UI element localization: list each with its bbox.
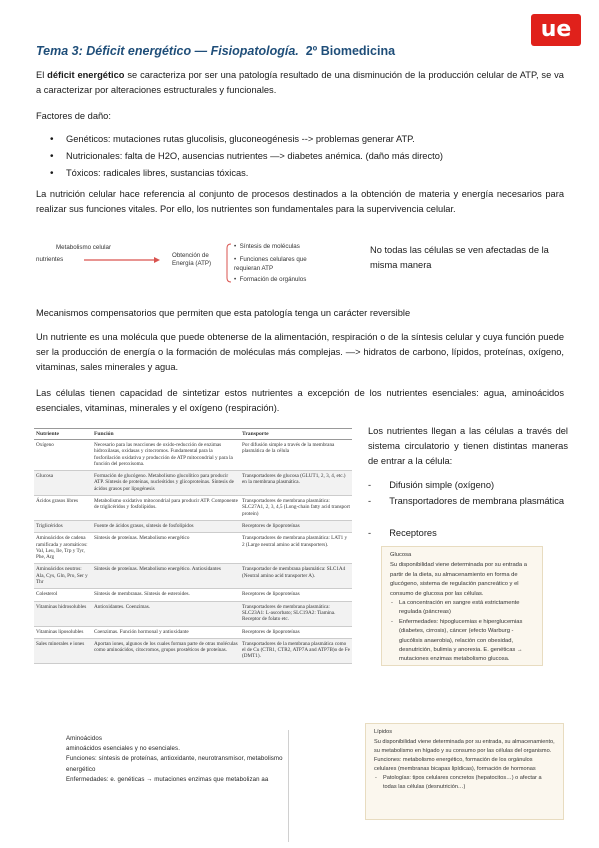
intro-paragraph [36,68,564,98]
factor-item: • Genéticos: mutaciones rutas glucolisis, gluconeogénesis --> problemas generar ATP. [36,131,564,148]
title-course: 2º Biomedicina [305,44,396,58]
aminoacidos-line: Enfermedades: e. genéticas → mutaciones enzimas que metabolizan aa [66,775,269,783]
table-cell: Síntesis de proteínas. Metabolismo energético [92,533,240,564]
factor-item: • Tóxicos: radicales libres, sustancias tóxicas. [36,165,564,182]
glucosa-box [381,546,543,666]
glucosa-item: - Enfermedades: hipoglucemias e hiperglucemias (diabetes, cirrosis), cáncer (efecto Warburg - glucólisis anaerobia), relación con obesidad, desnutrición, bulimia y anorexia. E. genéticas → mutaciones enzimas metabolismo glucosa. [390,618,534,665]
glucosa-item: - La concentración en sangre está estrictamente regulada (páncreas) [390,599,534,618]
llegada-item: - Receptores [368,528,437,538]
diagram-nutrientes: nutrientes [36,256,64,263]
table-cell: Síntesis de proteínas. Metabolismo energético. Antioxidantes [92,564,240,589]
diagram-item: • Síntesis de moléculas [234,243,300,250]
table-cell: Receptores de lipoproteínas [240,626,352,638]
diagram-obtencion-2: Energía (ATP) [172,260,212,267]
llegada-item: - Difusión simple (oxígeno) [368,480,495,490]
table-cell: Necesario para las reacciones de oxido-reducción de enzimas hidroxilasas, oxidasas y citocromos. Fundamental para la fosforilación oxidativa y producción de ATP mitocondrial y para la función del peroxisoma. [92,440,240,471]
table-row [34,440,352,471]
lipidos-text: Su disponibilidad viene determinada por su entrada, su almacenamiento, su metabolismo en hígado y su consumo por las células del organismo. [374,739,555,754]
table-row [34,589,352,601]
table-cell: Transportador de membrana plasmática: SLC1A4 (Neutral amino acid transporter A). [240,564,352,589]
lipidos-item: - Patologías: tipos celulares concretos (hepatocitos…) o afectar a todas las células (desnutrición…) [374,774,555,792]
llegada-item: - Transportadores de membrana plasmática [368,496,565,506]
table-cell: Vitaminas hidrosolubles [34,601,92,626]
lipidos-box [365,723,564,820]
lipidos-title: Lípidos [374,729,393,735]
title-main: Tema 3: Déficit energético — Fisiopatología. [36,44,299,58]
university-logo: ue [531,14,581,46]
table-cell: Transportadores de membrana plasmática: SLC27A1, 2, 3, 4,5 (Long-chain fatty acid transport protein) [240,496,352,521]
table-cell: Síntesis de membranas. Síntesis de esteroides. [92,589,240,601]
mecanismos-paragraph: Mecanismos compensatorios que permiten que esta patología tenga un carácter reversible [36,308,411,318]
table-cell: Glucosa [34,471,92,496]
table-cell: Formación de glucógeno. Metabolismo glucolítico para producir ATP. Síntesis de proteínas, nucleótidos y glicoproteínas. Síntesis de ácidos grasos por lipogénesis [92,471,240,496]
table-row [34,496,352,521]
table-cell: Receptores de lipoproteínas [240,520,352,532]
column-header: Nutriente [34,429,92,440]
intro-bold-term: déficit energético [47,70,125,80]
column-header: Transporte [240,429,352,440]
table-cell: Transportadores de membrana plasmática: LAT1 y 2 (Large neutral amino acid transporters). [240,533,352,564]
table-cell: Coenzimas. Función hormonal y antioxidante [92,626,240,638]
diagram-item: • Funciones celulares que requieran ATP [234,256,307,272]
table-cell: Transportadores de la membrana plasmática como el de Cu (CTR1, CTR2, ATP7A and ATP7B)o de Fe (DMT1). [240,638,352,663]
lipidos-list [374,774,555,792]
aminoacidos-line: aminoácidos esenciales y no esenciales. [66,745,180,753]
factor-item: • Nutricionales: falta de H2O, ausencias nutrientes —> diabetes anémica. (daño más directo) [36,148,564,165]
intro-post: se caracteriza por ser una patología resultado de una disminución de la producción celular de ATP, se va a caracterizar por alteraciones estructurales y funcionales. [36,70,564,95]
table-row [34,533,352,564]
nutriente-definicion: Un nutriente es una molécula que puede obtenerse de la alimentación, respiración o de la síntesis celular y cuya función puede ser la producción de energía o la formación de moléculas más complejas. —> hidratos de carbono, lípidos, proteínas, oxígeno, vitaminas, sales minerales y agua. [36,332,564,372]
table-cell: Aminoácidos de cadena ramificada y aromáticos: Val, Leu, Ile, Trp y Tyr, Phe, Arg [34,533,92,564]
nutricion-paragraph: La nutrición celular hace referencia al conjunto de procesos destinados a la obtención de materia y energía necesarios para realizar sus funciones vitales. Por ello, los nutrientes son fundamentales para la supervivencia celular. [36,189,564,214]
table-cell: Aportan iones, algunos de los cuales forman parte de otras moléculas como aminoácidos, citocromos, grupos prostéticos de proteínas. [92,638,240,663]
diagram-item: • Formación de orgánulos [234,276,307,283]
page-title [36,44,516,58]
table-cell: Triglicéridos [34,520,92,532]
table-cell: Sales minerales e iones [34,638,92,663]
table-row [34,638,352,663]
glucosa-title: Glucosa [390,552,412,558]
table-cell: Ácidos grasos libres [34,496,92,521]
table-cell: Metabolismo oxidativo mitocondrial para producir ATP. Componente de triglicéridos y fosfolípidos. [92,496,240,521]
llegada-paragraph: Los nutrientes llegan a las células a través del sistema circulatorio y tienen distintas maneras de entrar a la célula: [368,426,568,466]
table-cell: Oxígeno [34,440,92,471]
table-cell: Colesterol [34,589,92,601]
column-header: Función [92,429,240,440]
table-header-row [34,429,352,440]
table-row [34,601,352,626]
glucosa-list [390,599,534,665]
table-cell: Receptores de lipoproteínas [240,589,352,601]
aminoacidos-line: Aminoácidos [66,735,102,742]
table-cell: Antioxidantes. Coenzimas. [92,601,240,626]
diagram-metabolismo: Metabolismo celular [56,244,112,251]
aminoacidos-box [66,734,286,785]
intro-pre: El [36,70,48,80]
diagram-arrow-head [154,257,160,263]
table-row [34,564,352,589]
lipidos-text2: Funciones: metabolismo energético, formación de los orgánulos celulares (membranas bicapas lipídicas), formación de hormonas [374,757,536,772]
table-cell: Transportadores de membrana plasmática: SLC23A1: L-ascorbato; SLC19A2: Tiamina. Receptor de folato etc. [240,601,352,626]
factores-heading: Factores de daño: [36,111,111,121]
nota-celulas: No todas las células se ven afectadas de la misma manera [370,245,549,270]
nutrient-table [34,428,352,664]
diagram-obtencion-1: Obtención de [172,252,209,259]
glucosa-text: Su disponibilidad viene determinada por su entrada a partir de la dieta, su almacenamiento en forma de glucógeno, sistema de regulación pancreático y el consumo de glucosa por las células. [390,562,527,597]
table-cell: Vitaminas liposolubles [34,626,92,638]
diagram-brace [227,244,231,282]
table-cell: Por difusión simple a través de la membrana plasmática de la célula [240,440,352,471]
table-cell: Fuente de ácidos grasos, síntesis de fosfolípidos [92,520,240,532]
table-cell: Aminoácidos neutros: Ala, Cys, Gln, Pro, Ser y Thr [34,564,92,589]
factores-list [36,131,564,182]
table-row [34,471,352,496]
table-row [34,626,352,638]
table-row [34,520,352,532]
sintetizar-paragraph: Las células tienen capacidad de sintetizar estos nutrientes a excepción de los nutrientes esenciales: agua, aminoácidos esenciales, vitaminas, minerales y el oxígeno (respiración). [36,388,564,413]
aminoacidos-line: Funciones: síntesis de proteínas, antioxidante, neurotransmisor, metabolismo energético [66,755,283,773]
divider [288,730,289,842]
table-cell: Transportadores de glucosa (GLUT1, 2, 3, 4, etc.) en la membrana plasmática. [240,471,352,496]
